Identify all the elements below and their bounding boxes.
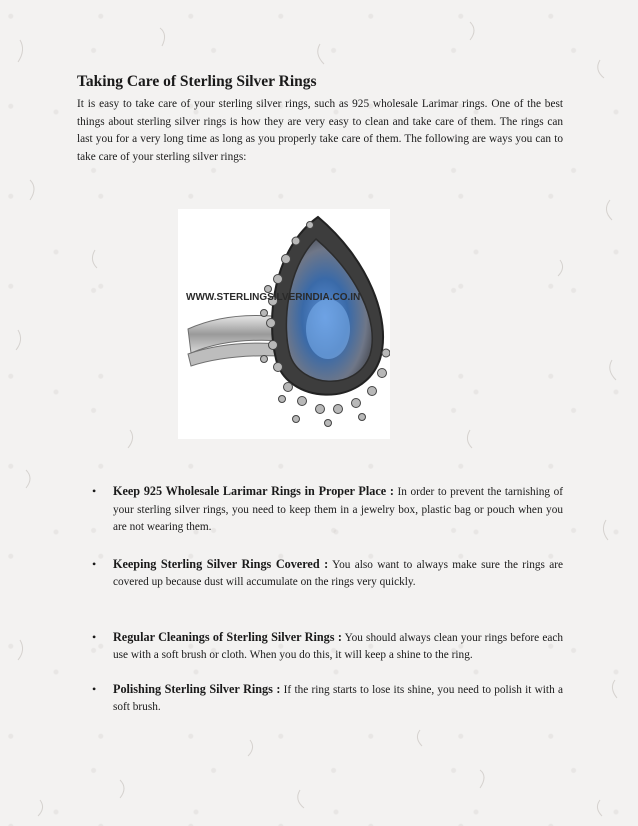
- bullet-icon: •: [92, 681, 97, 696]
- tip-text: You should always clean your rings before each use with a soft brush or cloth. When you do this, it will keep a shine to the ring.: [113, 631, 564, 661]
- page-title: Taking Care of Sterling Silver Rings: [77, 73, 317, 90]
- article-intro: [77, 72, 563, 166]
- image-watermark: WWW.STERLINGSILVERINDIA.CO.IN: [186, 292, 361, 303]
- bullet-icon: •: [92, 484, 97, 498]
- bullet-icon: •: [92, 629, 97, 644]
- tip-title: Polishing Sterling Silver Rings :: [113, 681, 281, 696]
- list-item: [92, 681, 563, 717]
- tip-title: Keeping Sterling Silver Rings Covered :: [113, 556, 329, 571]
- stone-flash: [306, 299, 350, 359]
- bullet-icon: •: [92, 556, 97, 571]
- ring-photo: [178, 209, 390, 439]
- tip-text: You also want to always make sure the rings are covered up because dust will accumulate on the rings very quickly.: [113, 558, 564, 588]
- ring-image: [178, 209, 390, 439]
- list-item: [92, 556, 563, 592]
- intro-paragraph: It is easy to take care of your sterling silver rings, such as 925 wholesale Larimar rings. One of the best things about sterling silver rings is how they are very easy to clean and take care of them. The rings can last you for a very long time as long as you properly take care of them. The following are ways you can to take care of your sterling silver rings:: [77, 98, 563, 163]
- care-tips-list: [92, 483, 563, 717]
- list-item: [92, 629, 563, 665]
- list-item: [92, 483, 563, 537]
- tip-title: Keep 925 Wholesale Larimar Rings in Proper Place :: [113, 484, 394, 498]
- tip-text: In order to prevent the tarnishing of your sterling silver rings, you need to keep them in a jewelry box, plastic bag or pouch when you are not wearing them.: [113, 486, 563, 533]
- tip-text: If the ring starts to lose its shine, you need to polish it with a soft brush.: [113, 683, 563, 713]
- tip-title: Regular Cleanings of Sterling Silver Rings :: [113, 629, 342, 644]
